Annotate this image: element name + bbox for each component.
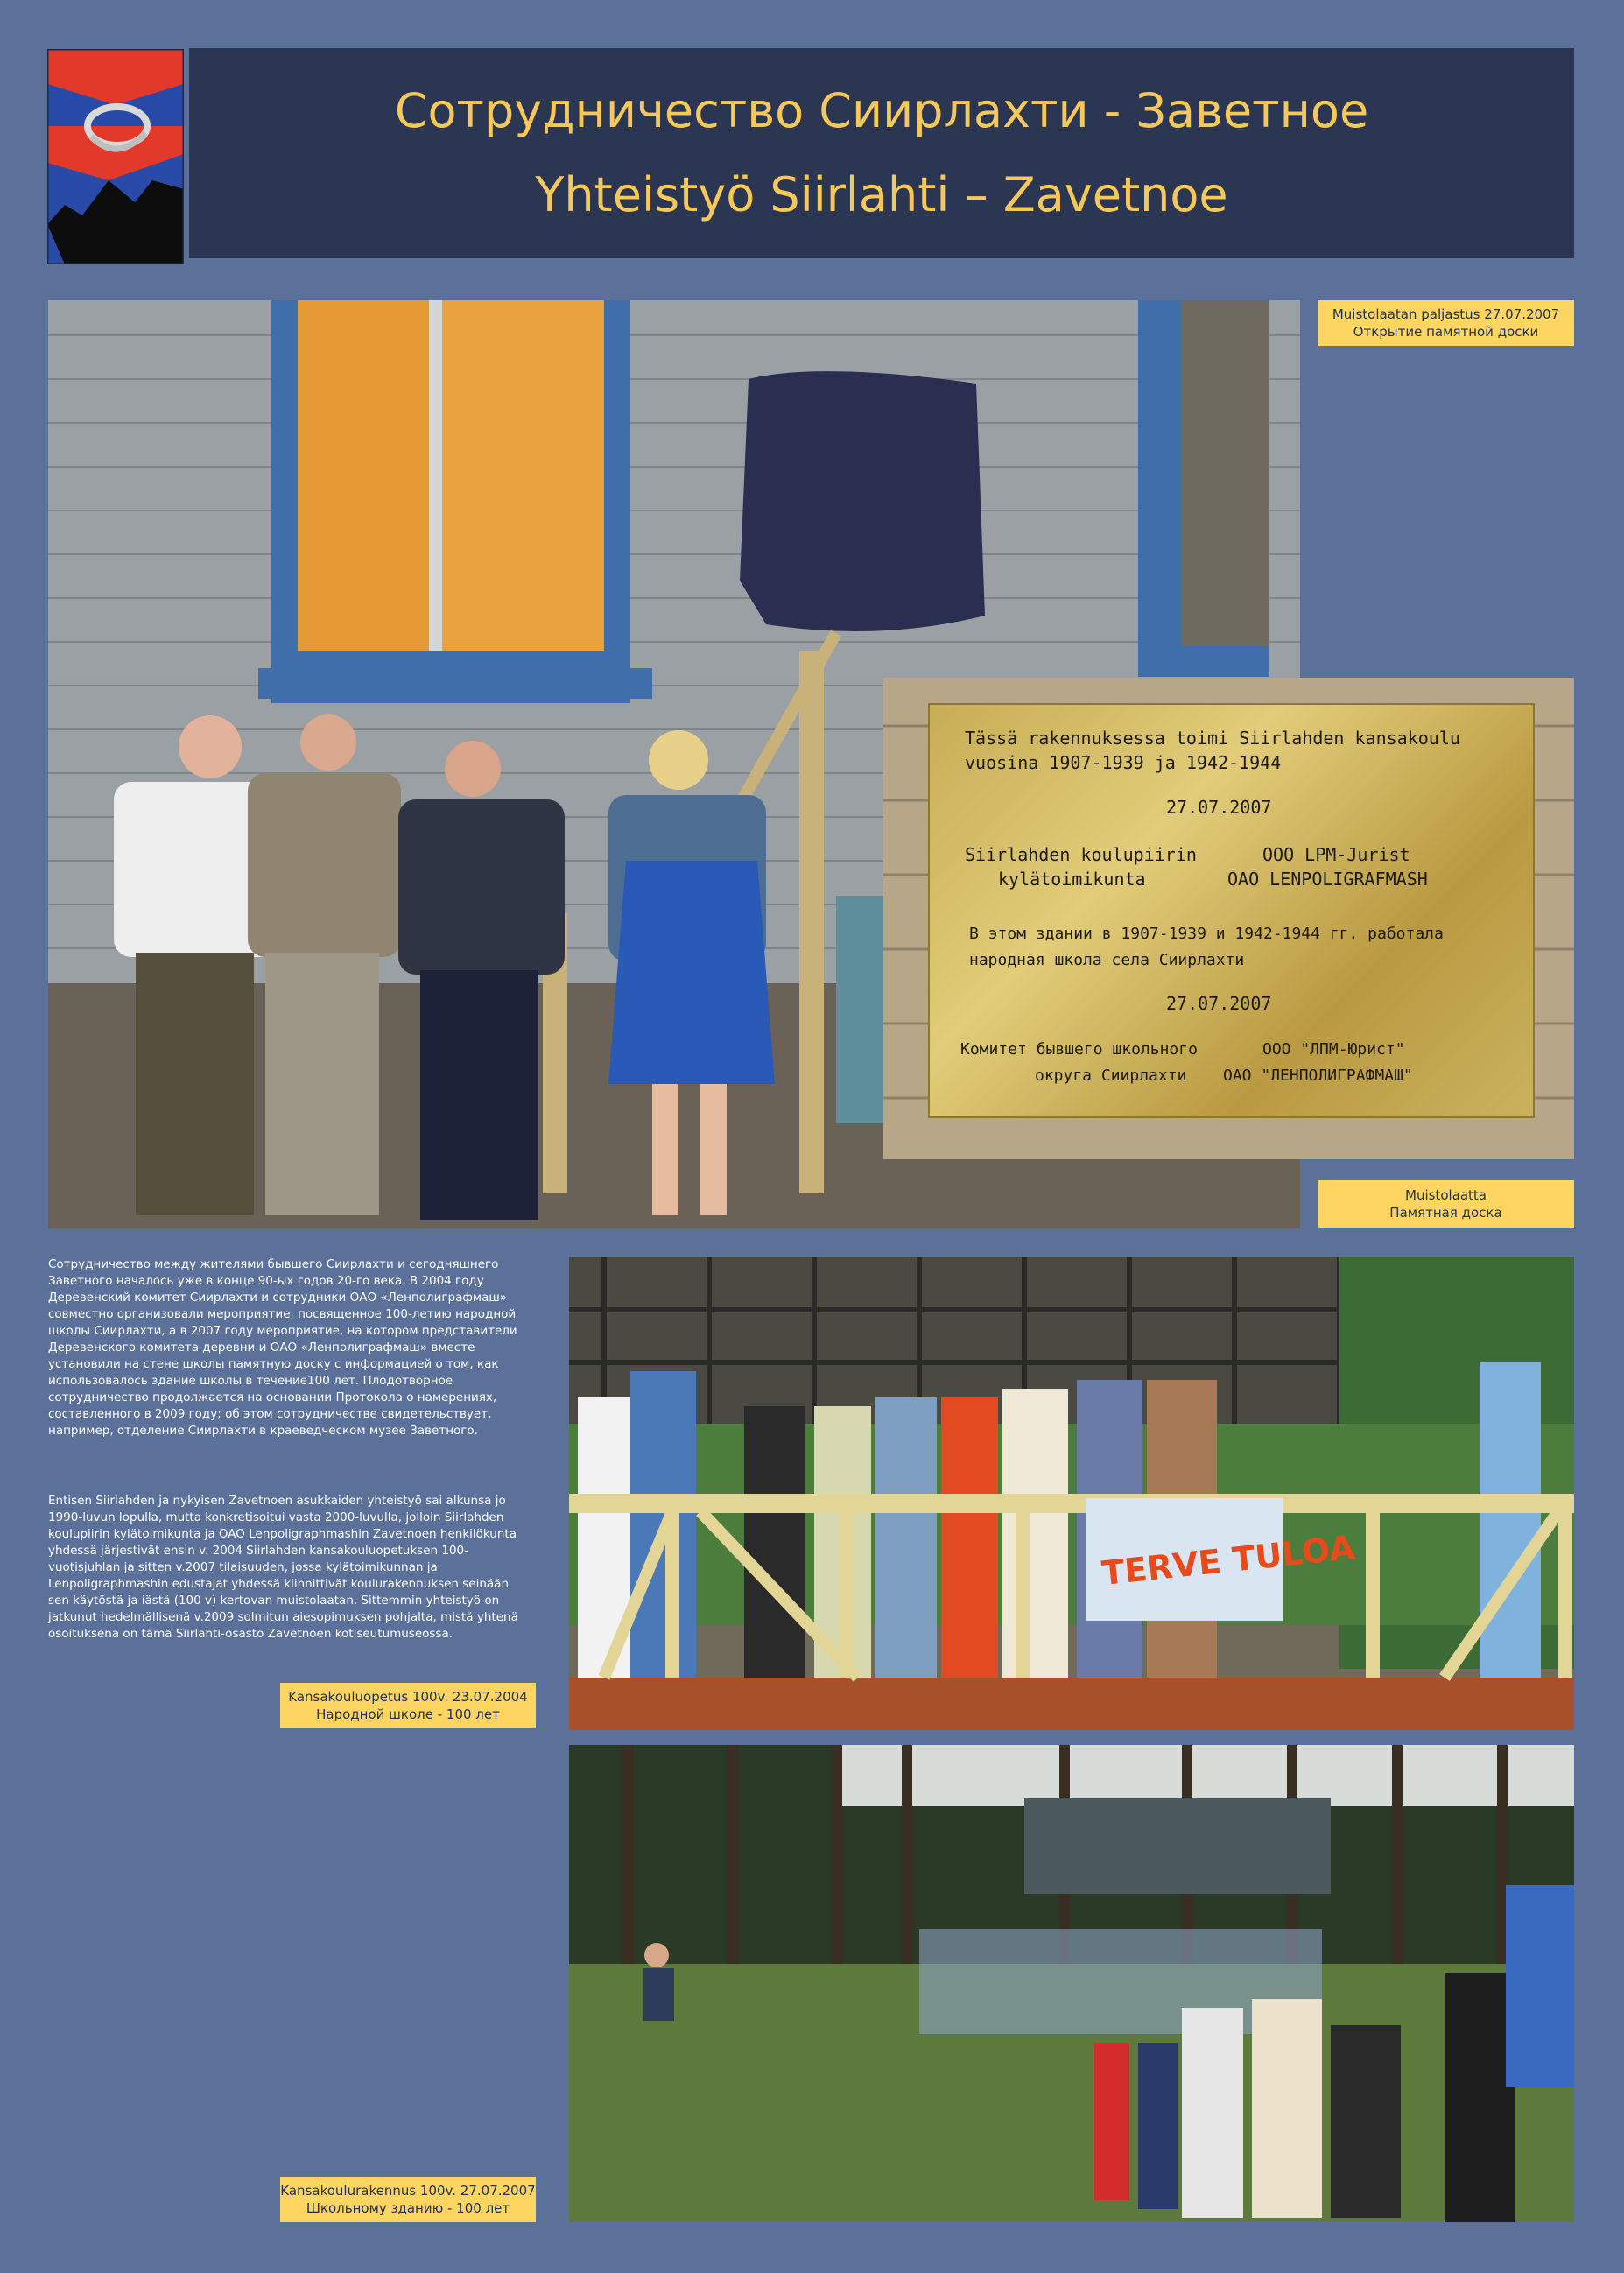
caption-school-festival-fi: Kansakouluopetus 100v. 23.07.2004 [288, 1689, 528, 1705]
plaque-org-fi-left-1: Siirlahden koulupiirin [965, 844, 1197, 865]
plaque-text-ru-line1: В этом здании в 1907-1939 и 1942-1944 гг. работала [969, 925, 1444, 943]
plaque-date-1: 27.07.2007 [1166, 797, 1272, 818]
caption-unveiling-ru: Открытие памятной доски [1353, 324, 1539, 340]
caption-unveiling-fi: Muistolaatan paljastus 27.07.2007 [1332, 306, 1560, 322]
caption-building-ru: Школьному зданию - 100 лет [306, 2200, 510, 2216]
plaque-text-fi-line2: vuosina 1907-1939 ja 1942-1944 [965, 752, 1282, 773]
photo-school-building-celebration [569, 1745, 1574, 2222]
plaque-org-ru-right-2: ОАО "ЛЕНПОЛИГРАФМАШ" [1223, 1066, 1413, 1085]
caption-building [280, 2177, 536, 2222]
plaque-org-ru-left-2: округа Сиирлахти [1035, 1066, 1187, 1085]
paragraph-russian: Сотрудничество между жителями бывшего Сиирлахти и сегодняшнего Заветного началось уже в конце 90-ых годов 20-го века. В 2004 году Деревенский комитет Сиирлахти и сотрудники ОАО «Ленполиграфмаш» совместно организовали мероприятие, посвященное 100-летию народной школы Сиирлахти, а в 2007 году мероприятие, на котором представители Деревенского комитета деревни и ОАО «Ленполиграфмаш» вместе установили на стене школы памятную доску с информацией о том, как использовалось здание школы в течение100 лет. Плодотворное сотрудничество продолжается на основании Протокола о намерениях, составленного в 2009 году; об этом сотрудничестве свидетельствует, например, отделение Сиирлахти в краеведческом музее Заветного. [48, 1257, 517, 1438]
plaque-text-fi-line1: Tässä rakennuksessa toimi Siirlahden kansakoulu [965, 728, 1460, 749]
plaque-org-fi-right-1: OOO LPM-Jurist [1262, 844, 1410, 865]
plaque-org-fi-right-2: OAO LENPOLIGRAFMASH [1227, 869, 1428, 890]
caption-plaque-ru: Памятная доска [1389, 1205, 1502, 1221]
title-finnish: Yhteistyö Siirlahti – Zavetnoe [535, 167, 1228, 222]
photo-school-festival-stage [569, 1257, 1574, 1730]
paragraph-finnish: Entisen Siirlahden ja nykyisen Zavetnoen asukkaiden yhteistyö sai alkunsa jo 1990-luvun lopulla, mutta konkretisoitui vasta 2000-luvulla, jolloin Siirlahden koulupiirin kylätoimikunta ja OAO Lenpoligraphmashin Zavetnoen henkilökunta yhdessä järjestivät ensin v. 2004 Siirlahden kansakouluopetuksen 100-vuotisjuhlan ja sitten v.2007 tilaisuuden, jossa kylätoimikunnan ja Lenpoligraphmashin edustajat yhdessä kiinnittivät koulurakennuksen seinään sen käytöstä ja iästä (100 v) kertovan muistolaatan. Sittemmin yhteistyö on jatkunut hedelmällisenä v.2009 solmitun aiesopimuksen pohjalta, mistä yhtenä osoituksena on tämä Siirlahti-osasto Zavetnoen kotiseutumuseossa. [48, 1494, 518, 1641]
plaque-org-ru-right-1: ООО "ЛПМ-Юрист" [1262, 1040, 1405, 1059]
caption-building-fi: Kansakoulurakennus 100v. 27.07.2007 [280, 2183, 536, 2199]
caption-plaque-fi: Muistolaatta [1405, 1187, 1487, 1203]
plaque-org-fi-left-2: kylätoimikunta [998, 869, 1146, 890]
caption-school-festival [280, 1683, 536, 1728]
plaque-date-2: 27.07.2007 [1166, 993, 1272, 1014]
caption-plaque [1318, 1180, 1574, 1228]
title-panel [189, 48, 1574, 258]
plaque-org-ru-left-1: Комитет бывшего школьного [960, 1040, 1198, 1059]
title-russian: Сотрудничество Сиирлахти - Заветное [394, 83, 1369, 138]
plaque-text-ru-line2: народная школа села Сиирлахти [969, 951, 1245, 969]
memorial-plaque [928, 703, 1535, 1118]
banner-terve-tuloa: TERVE TULOA [1100, 1527, 1357, 1594]
caption-school-festival-ru: Народной школе - 100 лет [316, 1707, 500, 1722]
caption-unveiling [1318, 300, 1574, 346]
coat-of-arms-emblem [47, 49, 184, 264]
